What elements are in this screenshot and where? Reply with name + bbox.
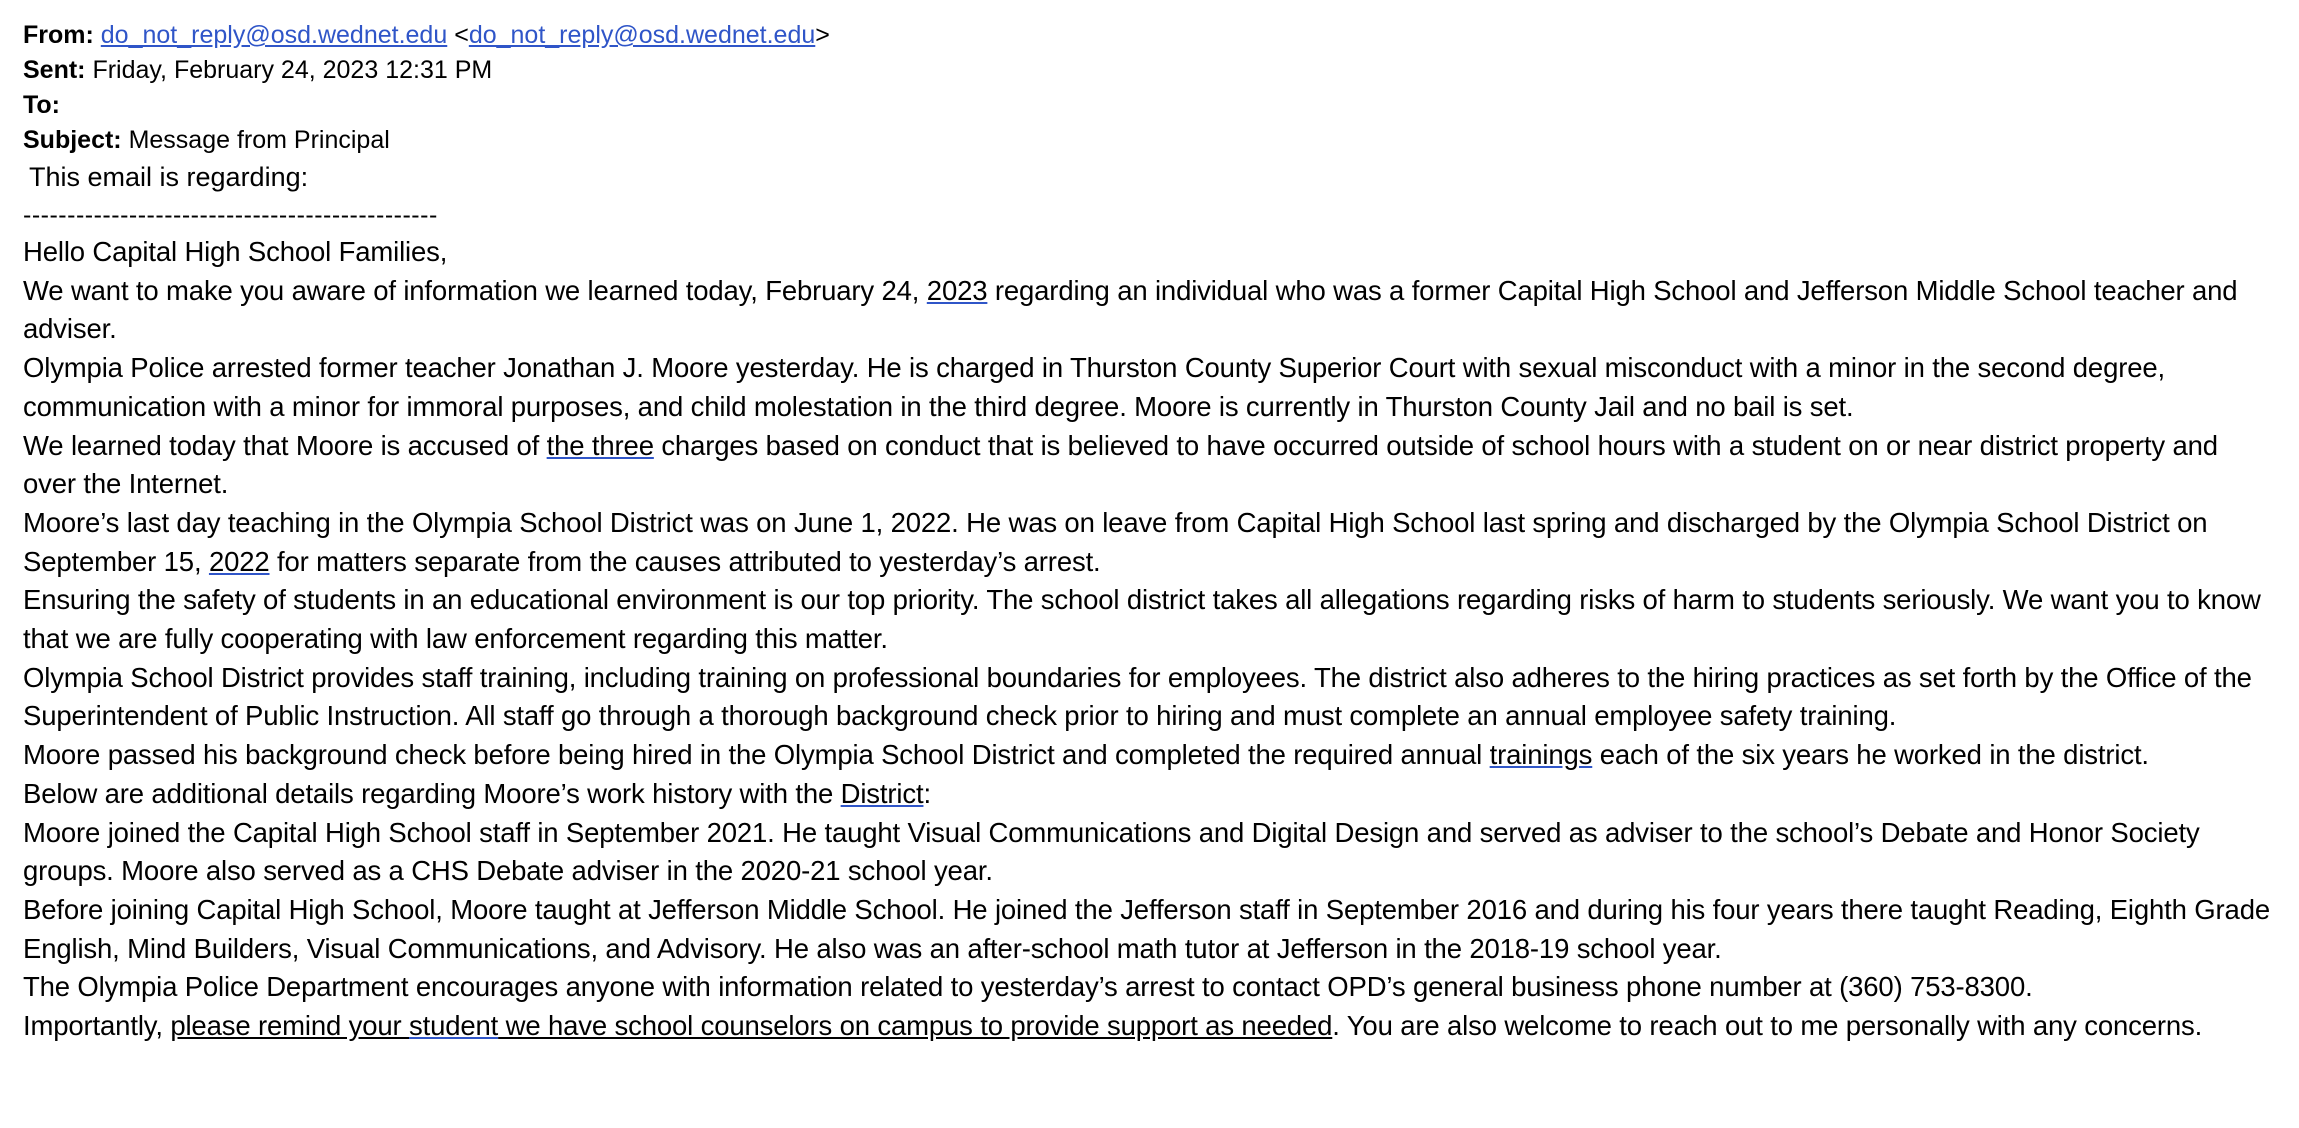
text: charges based on conduct that is believed to have occurred outside of school hours with a student on or near district property and over the Internet. bbox=[23, 429, 2218, 500]
greeting: Hello Capital High School Families, bbox=[23, 236, 448, 267]
underlined-year: 2022 bbox=[208, 545, 270, 577]
underlined-year: 2023 bbox=[926, 274, 988, 306]
underlined-student: student bbox=[409, 1010, 499, 1042]
paragraph-safety: Ensuring the safety of students in an educational environment is our top priority. The school district takes all allegations regarding risks of harm to students seriously. We want you to know that we are fully cooperating with law enforcement regarding this matter. bbox=[23, 584, 2261, 655]
text: for matters separate from the causes attributed to yesterday’s arrest. bbox=[269, 545, 1101, 577]
underlined-trainings: trainings bbox=[1489, 739, 1593, 771]
from-email-link[interactable]: do_not_reply@osd.wednet.edu bbox=[468, 21, 816, 49]
email-body bbox=[23, 233, 2273, 1046]
text: : bbox=[923, 777, 931, 809]
text: Below are additional details regarding Moore’s work history with the bbox=[23, 777, 841, 809]
from-label: From: bbox=[23, 21, 94, 49]
underlined-reminder: please remind your bbox=[170, 1010, 409, 1042]
from-open-bracket: < bbox=[454, 21, 469, 49]
paragraph-training: Olympia School District provides staff training, including training on professional boundaries for employees. The district also adheres to the hiring practices as set forth by the Office of the Superintendent of Public Instruction. All staff go through a thorough background check prior to hiring and must complete an annual employee safety training. bbox=[23, 661, 2252, 732]
text: Moore’s last day teaching in the Olympia School District was on June 1, 2022. He was on leave from Capital High School last spring and discharged by the Olympia School District on September 15, bbox=[23, 506, 2208, 577]
paragraph-aware bbox=[23, 272, 2273, 349]
to-label: To: bbox=[23, 91, 61, 119]
text: We want to make you aware of information we learned today, February 24, bbox=[23, 274, 927, 306]
paragraph-work-history-intro bbox=[23, 775, 2273, 814]
text: Moore passed his background check before being hired in the Olympia School District and completed the required annual bbox=[23, 739, 1490, 771]
paragraph-last-day bbox=[23, 504, 2273, 581]
divider-line: ----------------------------------------------- bbox=[23, 201, 438, 229]
underlined-three: the three bbox=[546, 429, 654, 461]
subject-line bbox=[23, 123, 2273, 158]
text: Importantly, bbox=[23, 1010, 171, 1042]
paragraph-arrest: Olympia Police arrested former teacher Jonathan J. Moore yesterday. He is charged in Thurston County Superior Court with sexual misconduct with a minor in the second degree, communication with a minor for immoral purposes, and child molestation in the third degree. Moore is currently in Thurston County Jail and no bail is set. bbox=[23, 352, 2165, 422]
text: regarding an individual who was a former Capital High School and Jefferson Middle School teacher and adviser. bbox=[23, 274, 2238, 345]
paragraph-jefferson: Before joining Capital High School, Moore taught at Jefferson Middle School. He joined the Jefferson staff in September 2016 and during his four years there taught Reading, Eighth Grade English, Mind Builders, Visual Communications, and Advisory. He also was an after-school math tutor at Jefferson in the 2018-19 school year. bbox=[23, 893, 2270, 964]
from-line bbox=[23, 18, 2273, 53]
subject-value: Message from Principal bbox=[128, 126, 390, 154]
text: each of the six years he worked in the district. bbox=[1592, 739, 2149, 771]
text: . You are also welcome to reach out to me personally with any concerns. bbox=[1332, 1010, 2203, 1042]
to-line bbox=[23, 88, 2273, 123]
paragraph-capital-high: Moore joined the Capital High School staff in September 2021. He taught Visual Communications and Digital Design and served as adviser to the school’s Debate and Honor Society groups. Moore also served as a CHS Debate adviser in the 2020-21 school year. bbox=[23, 816, 2200, 887]
sent-line bbox=[23, 53, 2273, 88]
regarding-line: This email is regarding: bbox=[29, 162, 309, 192]
email-message bbox=[23, 18, 2273, 1046]
paragraph-charges bbox=[23, 427, 2273, 504]
sent-value: Friday, February 24, 2023 12:31 PM bbox=[92, 56, 493, 84]
paragraph-police-contact: The Olympia Police Department encourages anyone with information related to yesterday’s arrest to contact OPD’s general business phone number at (360) 753-8300. bbox=[23, 971, 2033, 1003]
from-name-link[interactable]: do_not_reply@osd.wednet.edu bbox=[100, 21, 448, 49]
sent-label: Sent: bbox=[23, 56, 86, 84]
text: We learned today that Moore is accused of bbox=[23, 429, 547, 461]
paragraph-counselors bbox=[23, 1007, 2273, 1046]
from-close-bracket: > bbox=[815, 21, 830, 49]
paragraph-background-check bbox=[23, 736, 2273, 775]
subject-label: Subject: bbox=[23, 126, 122, 154]
underlined-reminder: we have school counselors on campus to provide support as needed bbox=[498, 1010, 1333, 1042]
underlined-district: District bbox=[840, 777, 924, 809]
